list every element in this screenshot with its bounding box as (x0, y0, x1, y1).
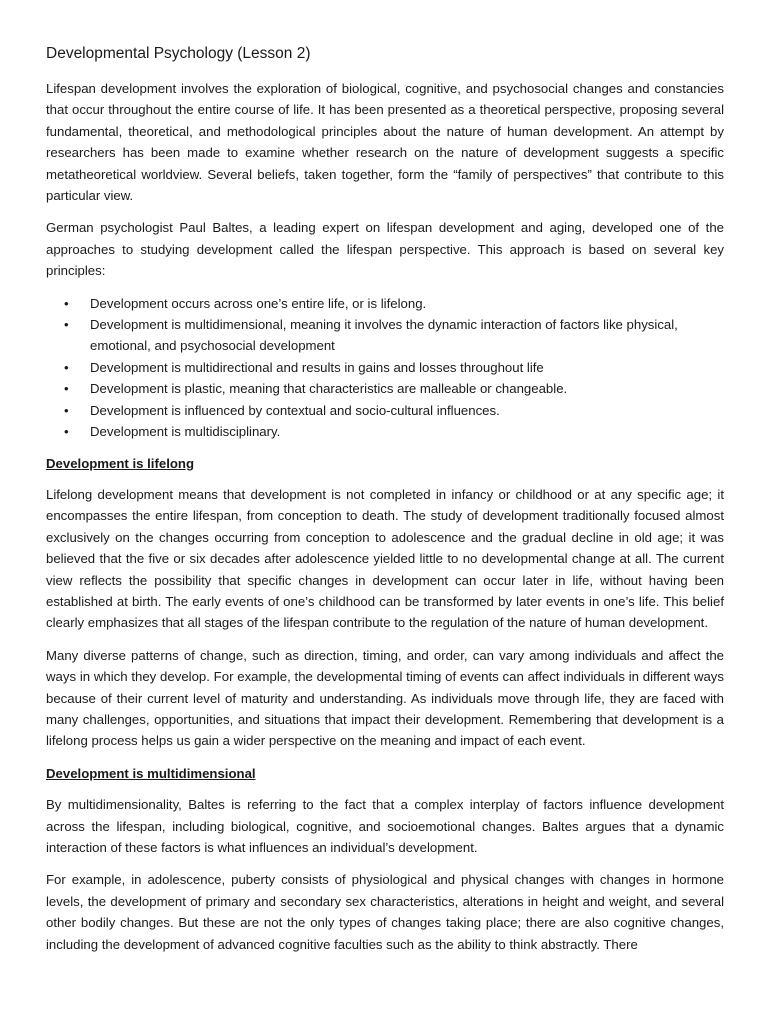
list-item-text: Development is multidimensional, meaning it involves the dynamic interaction of factors like physical, emotional, and psychosocial development (90, 317, 678, 354)
list-item (46, 357, 724, 378)
intro-paragraph-1: Lifespan development involves the exploration of biological, cognitive, and psychosocial changes and constancies that occur throughout the entire course of life. It has been presented as a theoretical perspective, proposing several fundamental, theoretical, and methodological principles about the nature of human development. An attempt by researchers has been made to examine whether research on the nature of development suggests a specific metatheoretical worldview. Several beliefs, taken together, form the “family of perspectives” that contribute to this particular view. (46, 81, 724, 204)
list-item (46, 314, 724, 357)
lifelong-paragraph-1: Lifelong development means that development is not completed in infancy or childhood or at any specific age; it encompasses the entire lifespan, from conception to death. The study of development traditionally focused almost exclusively on the changes occurring from conception to adolescence and the gradual decline in old age; it was believed that the five or six decades after adolescence yielded little to no developmental change at all. The current view reflects the possibility that specific changes in development can occur later in life, without having been established at birth. The early events of one’s childhood can be transformed by later events in one’s life. This belief clearly emphasizes that all stages of the lifespan contribute to the regulation of the nature of human development. (46, 486, 724, 631)
bullet-icon: • (64, 381, 69, 397)
intro-paragraph-2: German psychologist Paul Baltes, a leading expert on lifespan development and aging, developed one of the approaches to studying development called the lifespan perspective. This approach is based on several key principles: (46, 220, 724, 279)
bullet-icon: • (64, 424, 69, 440)
lifelong-paragraph-2: Many diverse patterns of change, such as direction, timing, and order, can vary among individuals and affect the ways in which they develop. For example, the developmental timing of events can affect individuals in different ways because of their current level of maturity and understanding. As individuals move through life, they are faced with many challenges, opportunities, and situations that impact their development. Remembering that development is a lifelong process helps us gain a wider perspective on the meaning and impact of each event. (46, 647, 724, 749)
bullet-icon: • (64, 402, 69, 418)
document-title: Developmental Psychology (Lesson 2) (46, 45, 311, 62)
list-item-text: Development is multidisciplinary. (90, 424, 281, 440)
bullet-icon: • (64, 295, 69, 311)
bullet-icon: • (64, 359, 69, 375)
list-item-text: Development is plastic, meaning that characteristics are malleable or changeable. (90, 381, 568, 397)
list-item (46, 293, 724, 314)
multidimensional-paragraph-1: By multidimensionality, Baltes is referring to the fact that a complex interplay of factors influence development across the lifespan, including biological, cognitive, and socioemotional changes. Baltes argues that a dynamic interaction of these factors is what influences an individual’s development. (46, 797, 724, 855)
list-item-text: Development is multidirectional and results in gains and losses throughout life (90, 359, 544, 375)
section-heading-multidimensional: Development is multidimensional (46, 765, 256, 781)
section-heading-lifelong: Development is lifelong (46, 455, 195, 471)
principles-list (46, 293, 724, 443)
multidimensional-paragraph-2: For example, in adolescence, puberty consists of physiological and physical changes with changes in hormone levels, the development of primary and secondary sex characteristics, alterations in height and weight, and several other bodily changes. But these are not the only types of changes taking place; there are also cognitive changes, including the development of advanced cognitive faculties such as the ability to think abstractly. There (46, 872, 724, 952)
list-item (46, 421, 724, 442)
document-page (46, 42, 724, 966)
list-item (46, 400, 724, 421)
bullet-icon: • (64, 317, 69, 333)
list-item (46, 378, 724, 399)
list-item-text: Development occurs across one’s entire life, or is lifelong. (90, 295, 427, 311)
list-item-text: Development is influenced by contextual and socio-cultural influences. (90, 402, 500, 418)
